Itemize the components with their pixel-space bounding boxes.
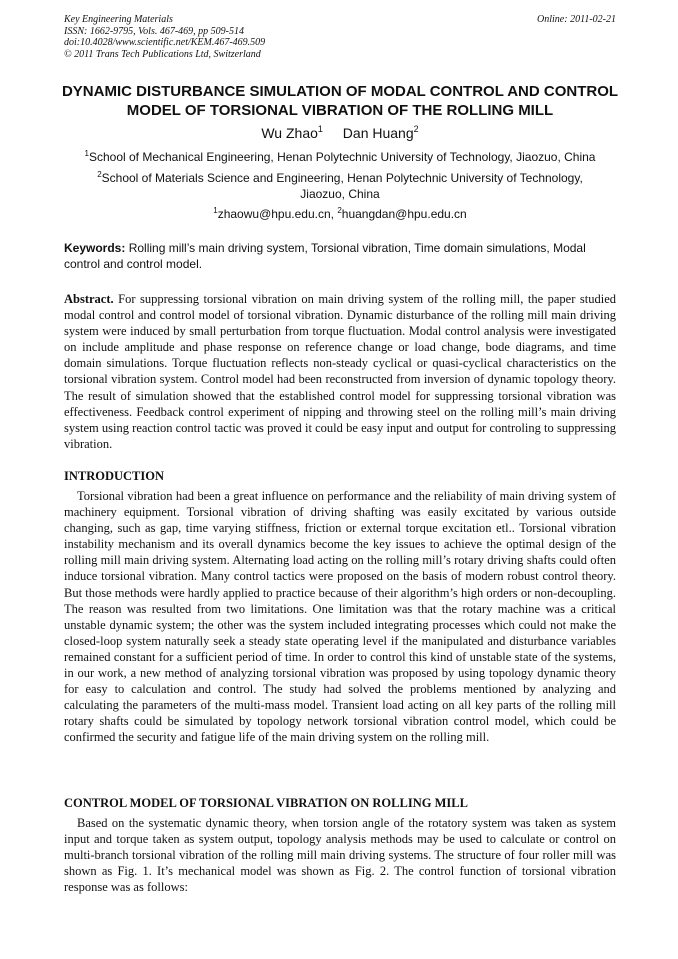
author-sup: 1 bbox=[317, 124, 323, 134]
keywords bbox=[64, 240, 616, 272]
email-sup: 1 bbox=[213, 206, 218, 215]
affiliation-text: School of Mechanical Engineering, Henan Polytechnic University of Technology, Jiaozuo, China bbox=[88, 150, 596, 164]
section-heading-introduction: INTRODUCTION bbox=[64, 469, 165, 483]
abstract-label: Abstract. bbox=[64, 292, 114, 306]
author-name: Wu Zhao bbox=[261, 125, 318, 141]
journal-header bbox=[64, 14, 616, 60]
email-line bbox=[64, 206, 616, 222]
affiliation-sup: 2 bbox=[97, 170, 102, 179]
introduction-paragraph bbox=[64, 488, 616, 746]
keywords-label: Keywords: bbox=[64, 241, 126, 255]
issn-line: ISSN: 1662-9795, Vols. 467-469, pp 509-514 bbox=[64, 25, 244, 37]
control-model-text: Based on the systematic dynamic theory, when torsion angle of the rotatory system was taken as system input and torque taken as system output, topology analysis methods may be used to calculate or control on multi-branch torsional vibration of the rolling mill main driving systems. The structure of four roller mill was shown as Fig. 1. It’s mechanical model was shown as Fig. 2. The control function of torsional vibration response was as follows: bbox=[64, 816, 616, 895]
author bbox=[261, 125, 323, 141]
journal-name: Key Engineering Materials bbox=[64, 14, 173, 25]
introduction-text: Torsional vibration had been a great influence on performance and the reliability of main driving system of machinery equipment. Torsional vibration of driving shafting was easily excitated by various outside changing, such as gap, time varying stiffness, friction or external torque excitation etl.. Torsional vibration instability mechanism and its overall dynamics become the key issues to achieve the optimal design of the rolling mill main driving system. Alternating load acting on the rolling mill’s rotary driving shafts could often induce torsional vibration. Many control tactics were proposed on the basis of modern robust control theory. But those methods were hardly applied to practice because of their algorithm’s high orders or non-decoupling. The reason was resulted from two limitations. One limitation was that the rotary machine was a critical unstable dynamic system; the other was the system included integrating processes which could not make the closed-loop system naturally seek a steady state operating level if the manipulated and disturbance variables remained constant for a sufficient period of time. In order to control this kind of unstable state of the systems, in our work, a new method of analyzing torsional vibration was proposed by using topology dynamic theory for easy to calculation and control. The study had solved the problems mentioned by analyzing and calculating the parameters of the multi-mass model. Transient load acting on all key parts of the rolling mill rotary shafts could be simulated by topology network torsional vibration control model, which could be confirmed the security and fatigue life of the main driving system on the rolling mill. bbox=[64, 489, 616, 745]
author-sup: 2 bbox=[413, 124, 419, 134]
affiliation-1 bbox=[64, 149, 616, 165]
email-sup: 2 bbox=[337, 206, 342, 215]
affiliation-text: School of Materials Science and Engineering, Henan Polytechnic University of Technology, Jiaozuo, China bbox=[101, 171, 583, 201]
abstract bbox=[64, 291, 616, 452]
online-date: Online: 2011-02-21 bbox=[537, 14, 616, 25]
email-separator: , bbox=[330, 207, 338, 221]
control-model-paragraph bbox=[64, 815, 616, 895]
author bbox=[343, 125, 419, 141]
keywords-text: Rolling mill’s main driving system, Torsional vibration, Time domain simulations, Modal control and control model. bbox=[64, 241, 586, 271]
affiliation-2 bbox=[80, 170, 600, 202]
paper-title: DYNAMIC DISTURBANCE SIMULATION OF MODAL CONTROL AND CONTROL MODEL OF TORSIONAL VIBRATION OF THE ROLLING MILL bbox=[61, 83, 619, 119]
email-link[interactable]: huangdan@hpu.edu.cn bbox=[341, 207, 467, 221]
section-heading-control-model: CONTROL MODEL OF TORSIONAL VIBRATION ON ROLLING MILL bbox=[64, 796, 468, 810]
copyright-line: © 2011 Trans Tech Publications Ltd, Switzerland bbox=[64, 48, 261, 60]
abstract-text: For suppressing torsional vibration on main driving system of the rolling mill, the paper studied modal control and control model of torsional vibration. Dynamic disturbance of the rolling mill main driving system were induced by small perturbation from torque fluctuation. Modal control analysis were investigated on include amplitude and phase response on reference change or load change, bode diagrams, and time domain simulations. Torque fluctuation reflects non-steady cyclical or quasi-cyclical characteristics on the torsional vibration system. Control model had been reconstructed from inversion of dynamic topology theory. The result of simulation showed that the established control model for suppressing torsional vibration was effectiveness. Feedback control experiment of nipping and throwing steel on the rolling mill’s main driving system using reaction control tactic was proved it could be easy input and output for controling to suppressing vibration. bbox=[64, 292, 616, 451]
doi-line: doi:10.4028/www.scientific.net/KEM.467-469.509 bbox=[64, 37, 266, 48]
author-name: Dan Huang bbox=[342, 125, 414, 141]
affiliation-sup: 1 bbox=[84, 149, 89, 158]
email-link[interactable]: zhaowu@hpu.edu.cn bbox=[217, 207, 331, 221]
author-list bbox=[64, 124, 616, 142]
